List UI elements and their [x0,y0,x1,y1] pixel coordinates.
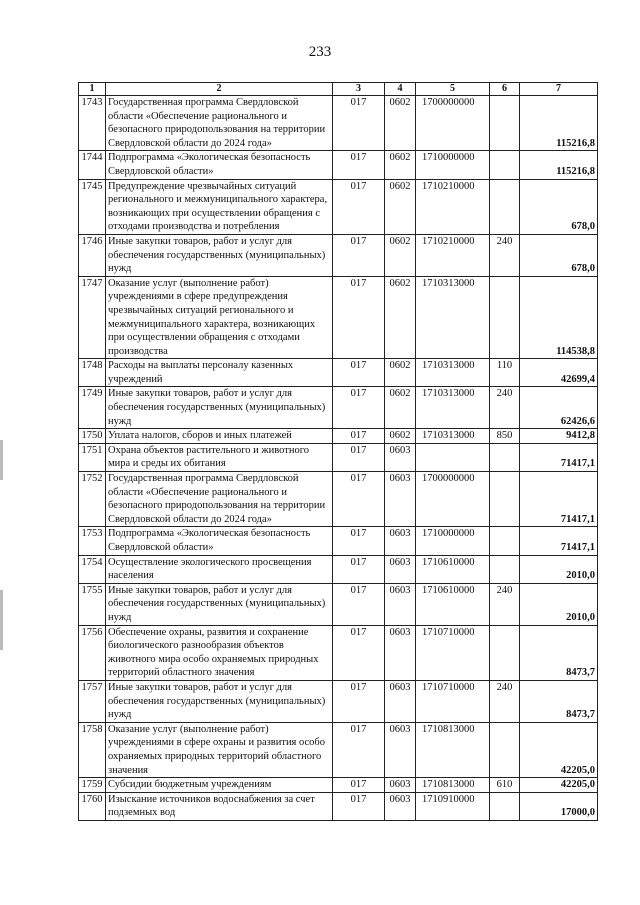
budget-table [78,82,598,821]
row-code-4: 0603 [385,527,416,555]
row-name: Иные закупки товаров, работ и услуг для обеспечения государственных (муниципальных) нужд [106,583,333,625]
row-code-6 [490,276,520,359]
table-row [79,722,598,777]
row-number: 1753 [79,527,106,555]
row-code-4: 0603 [385,792,416,820]
row-code-5: 1710610000 [416,583,490,625]
row-code-6 [490,792,520,820]
row-code-3: 017 [333,583,385,625]
row-number: 1751 [79,443,106,471]
row-amount: 115216,8 [520,96,598,151]
row-amount: 42699,4 [520,359,598,387]
row-code-4: 0602 [385,276,416,359]
row-code-3: 017 [333,276,385,359]
row-code-5: 1710910000 [416,792,490,820]
row-name: Изыскание источников водоснабжения за счет подземных вод [106,792,333,820]
row-number: 1756 [79,625,106,680]
row-name: Иные закупки товаров, работ и услуг для обеспечения государственных (муниципальных) нужд [106,387,333,429]
row-code-6 [490,472,520,527]
row-name: Охрана объектов растительного и животного мира и среды их обитания [106,443,333,471]
row-code-3: 017 [333,792,385,820]
row-amount: 42205,0 [520,778,598,793]
row-name: Осуществление экологического просвещения населения [106,555,333,583]
table-row [79,443,598,471]
table-header-row [79,83,598,96]
row-code-6: 240 [490,583,520,625]
row-name: Уплата налогов, сборов и иных платежей [106,429,333,444]
row-code-4: 0603 [385,583,416,625]
row-code-4: 0603 [385,722,416,777]
row-number: 1757 [79,680,106,722]
table-row [79,359,598,387]
row-code-6: 850 [490,429,520,444]
row-code-5: 1710000000 [416,527,490,555]
table-row [79,151,598,179]
row-code-3: 017 [333,555,385,583]
row-amount: 678,0 [520,234,598,276]
row-code-6 [490,179,520,234]
column-header: 3 [333,83,385,96]
row-code-6: 110 [490,359,520,387]
row-code-6: 240 [490,234,520,276]
row-name: Субсидии бюджетным учреждениям [106,778,333,793]
row-amount: 2010,0 [520,583,598,625]
row-code-5: 1710813000 [416,778,490,793]
row-amount: 114538,8 [520,276,598,359]
row-code-5: 1710313000 [416,429,490,444]
row-code-6 [490,96,520,151]
scan-edge-mark [0,440,3,480]
row-code-6 [490,443,520,471]
row-name: Обеспечение охраны, развития и сохранение биологического разнообразия объектов животного мира особо охраняемых природных территорий областного значения [106,625,333,680]
table-row [79,96,598,151]
column-header: 5 [416,83,490,96]
column-header: 6 [490,83,520,96]
row-code-4: 0602 [385,96,416,151]
row-number: 1758 [79,722,106,777]
table-row [79,179,598,234]
row-code-4: 0603 [385,443,416,471]
table-row [79,387,598,429]
row-number: 1760 [79,792,106,820]
scan-edge-mark [0,590,3,650]
row-name: Оказание услуг (выполнение работ) учреждениями в сфере предупреждения чрезвычайных ситуаций регионального и межмуниципального характера, возникающих при осуществлении обращения с отходами производства [106,276,333,359]
row-amount: 42205,0 [520,722,598,777]
row-code-5 [416,443,490,471]
row-code-4: 0602 [385,234,416,276]
row-amount: 678,0 [520,179,598,234]
table-row [79,778,598,793]
table-row [79,555,598,583]
column-header: 7 [520,83,598,96]
row-name: Государственная программа Свердловской области «Обеспечение рационального и безопасного природопользования на территории Свердловской области до 2024 года» [106,96,333,151]
row-name: Подпрограмма «Экологическая безопасность Свердловской области» [106,527,333,555]
row-number: 1747 [79,276,106,359]
row-code-3: 017 [333,96,385,151]
row-code-4: 0602 [385,179,416,234]
row-code-5: 1710313000 [416,276,490,359]
row-name: Подпрограмма «Экологическая безопасность Свердловской области» [106,151,333,179]
table-row [79,625,598,680]
row-code-4: 0603 [385,472,416,527]
row-code-6 [490,722,520,777]
table-row [79,276,598,359]
row-code-6 [490,527,520,555]
row-code-5: 1710000000 [416,151,490,179]
row-code-3: 017 [333,472,385,527]
row-amount: 71417,1 [520,527,598,555]
table-row [79,527,598,555]
row-number: 1755 [79,583,106,625]
row-amount: 71417,1 [520,472,598,527]
row-name: Иные закупки товаров, работ и услуг для обеспечения государственных (муниципальных) нужд [106,234,333,276]
column-header: 4 [385,83,416,96]
page-number: 233 [308,44,332,60]
row-code-4: 0603 [385,778,416,793]
row-name: Предупреждение чрезвычайных ситуаций регионального и межмуниципального характера, возникающих при осуществлении обращения с отходами производства и потребления [106,179,333,234]
row-code-5: 1710313000 [416,387,490,429]
row-code-5: 1700000000 [416,96,490,151]
column-header: 2 [106,83,333,96]
row-code-3: 017 [333,429,385,444]
column-header: 1 [79,83,106,96]
row-code-6: 240 [490,680,520,722]
row-code-6 [490,555,520,583]
row-code-3: 017 [333,722,385,777]
row-number: 1752 [79,472,106,527]
row-code-3: 017 [333,443,385,471]
row-name: Иные закупки товаров, работ и услуг для обеспечения государственных (муниципальных) нужд [106,680,333,722]
row-amount: 62426,6 [520,387,598,429]
row-code-3: 017 [333,359,385,387]
table-row [79,472,598,527]
row-number: 1749 [79,387,106,429]
row-amount: 8473,7 [520,625,598,680]
table-row [79,234,598,276]
row-number: 1746 [79,234,106,276]
row-code-3: 017 [333,179,385,234]
row-code-4: 0602 [385,387,416,429]
row-code-3: 017 [333,680,385,722]
row-code-3: 017 [333,234,385,276]
table-row [79,792,598,820]
table-row [79,429,598,444]
row-code-4: 0602 [385,429,416,444]
row-code-5: 1710710000 [416,625,490,680]
row-code-5: 1710710000 [416,680,490,722]
row-code-5: 1710610000 [416,555,490,583]
row-code-6: 610 [490,778,520,793]
row-amount: 115216,8 [520,151,598,179]
row-amount: 71417,1 [520,443,598,471]
row-code-5: 1710313000 [416,359,490,387]
row-amount: 17000,0 [520,792,598,820]
row-number: 1744 [79,151,106,179]
row-code-5: 1710210000 [416,179,490,234]
row-number: 1745 [79,179,106,234]
row-code-5: 1710813000 [416,722,490,777]
table-row [79,680,598,722]
row-number: 1743 [79,96,106,151]
row-code-4: 0602 [385,359,416,387]
row-code-3: 017 [333,151,385,179]
row-code-4: 0602 [385,151,416,179]
row-code-4: 0603 [385,680,416,722]
row-code-6: 240 [490,387,520,429]
row-amount: 8473,7 [520,680,598,722]
row-number: 1750 [79,429,106,444]
row-code-6 [490,151,520,179]
row-code-6 [490,625,520,680]
row-amount: 9412,8 [520,429,598,444]
row-code-3: 017 [333,625,385,680]
row-number: 1759 [79,778,106,793]
row-name: Государственная программа Свердловской области «Обеспечение рационального и безопасного природопользования на территории Свердловской области до 2024 года» [106,472,333,527]
row-code-4: 0603 [385,625,416,680]
row-code-3: 017 [333,387,385,429]
table-row [79,583,598,625]
row-code-3: 017 [333,527,385,555]
row-number: 1754 [79,555,106,583]
row-name: Оказание услуг (выполнение работ) учреждениями в сфере охраны и развития особо охраняемых природных территорий областного значения [106,722,333,777]
row-amount: 2010,0 [520,555,598,583]
row-number: 1748 [79,359,106,387]
row-code-5: 1700000000 [416,472,490,527]
row-code-5: 1710210000 [416,234,490,276]
row-code-4: 0603 [385,555,416,583]
row-code-3: 017 [333,778,385,793]
row-name: Расходы на выплаты персоналу казенных учреждений [106,359,333,387]
